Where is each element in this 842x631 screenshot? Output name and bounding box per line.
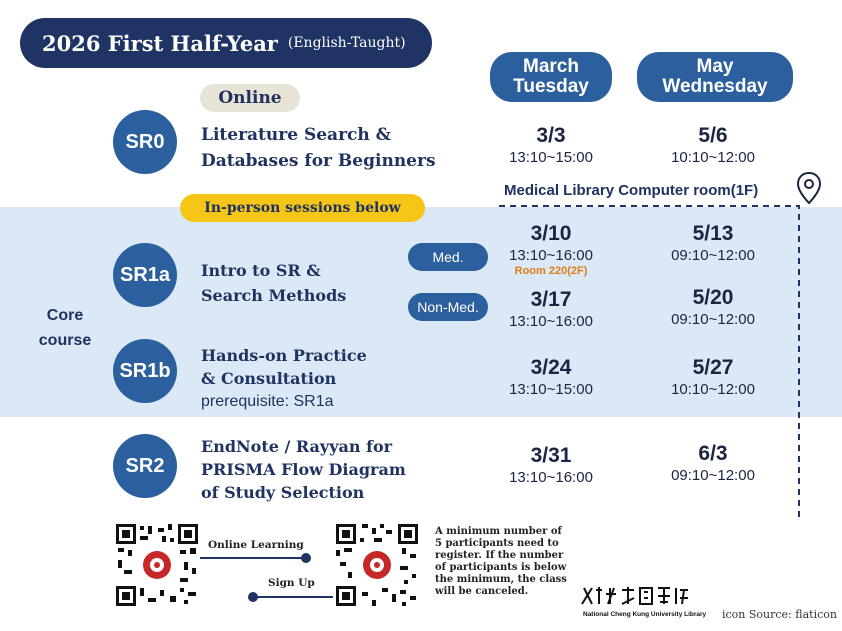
sign-up-label: Sign Up (268, 577, 315, 589)
sr0-title-line1: Literature Search & (201, 125, 391, 145)
med-tag: Med. (408, 243, 488, 271)
sr0-title-line2: Databases for Beginners (201, 151, 436, 171)
sr1a-title-line2: Search Methods (201, 286, 347, 305)
sr1b-code-circle: SR1b (113, 339, 177, 403)
icon-source-credit: icon Source: flaticon (722, 608, 837, 621)
sr2-title-line2: PRISMA Flow Diagram (201, 460, 406, 479)
sr1b-title (201, 344, 367, 413)
march-column-header (490, 52, 612, 102)
tuesday-label: Tuesday (513, 76, 589, 97)
sr1a-nonmed-march-time: 13:10~16:00 (509, 313, 593, 330)
sr0-march-time: 13:10~15:00 (509, 149, 593, 166)
in-person-badge: In-person sessions below (180, 194, 425, 222)
sr1a-code-circle: SR1a (113, 243, 177, 307)
sr1a-nonmed-march-date: 3/17 (530, 288, 572, 311)
sr1b-may-date: 5/27 (692, 356, 734, 379)
online-learning-qr-code[interactable] (114, 522, 200, 608)
sr0-may-time: 10:10~12:00 (671, 149, 755, 166)
online-badge: Online (200, 84, 300, 112)
sr1b-march-date: 3/24 (530, 356, 572, 379)
location-label: Medical Library Computer room(1F) (504, 182, 759, 199)
non-med-tag: Non-Med. (408, 293, 488, 321)
sr0-may-date: 5/6 (698, 124, 728, 147)
sr1a-med-may-date: 5/13 (692, 222, 734, 245)
sr1a-nonmed-may-date: 5/20 (692, 286, 734, 309)
may-label: May (696, 56, 734, 77)
library-logo (578, 584, 718, 614)
sr1b-may-time: 10:10~12:00 (671, 381, 755, 398)
sr1b-march-time: 13:10~15:00 (509, 381, 593, 398)
online-learning-connector (200, 552, 316, 564)
core-label-line1: Core (46, 307, 84, 324)
sr1a-med-march-time: 13:10~16:00 (509, 247, 593, 264)
sr2-march-time: 13:10~16:00 (509, 469, 593, 486)
sr0-march-date: 3/3 (536, 124, 566, 147)
may-column-header (637, 52, 793, 102)
sr1b-prerequisite: prerequisite: SR1a (201, 393, 334, 410)
sr0-code-circle: SR0 (113, 110, 177, 174)
sr1a-title (201, 258, 346, 308)
core-course-label (30, 303, 100, 353)
cancellation-notice: A minimum number of 5 participants need to register. If the number of participants is below the minimum, the class will be canceled. (435, 526, 567, 597)
sr1a-title-line1: Intro to SR & (201, 261, 321, 280)
sr1a-med-room: Room 220(2F) (514, 265, 588, 277)
sr2-title-line1: EndNote / Rayyan for (201, 437, 393, 456)
wednesday-label: Wednesday (662, 76, 768, 97)
title-banner (20, 18, 432, 68)
library-name: National Cheng Kung University Library (583, 611, 707, 618)
sr2-code-circle: SR2 (113, 434, 177, 498)
online-learning-label: Online Learning (208, 539, 304, 551)
page-title: 2026 First Half-Year (42, 30, 278, 56)
march-label: March (523, 56, 579, 77)
sr1a-nonmed-may-time: 09:10~12:00 (671, 311, 755, 328)
page-subtitle: (English-Taught) (287, 35, 406, 51)
sign-up-connector (243, 591, 333, 603)
sr1b-title-line2: & Consultation (201, 369, 337, 388)
sr1a-med-march-date: 3/10 (530, 222, 572, 245)
sr1a-med-may-time: 09:10~12:00 (671, 247, 755, 264)
core-label-line2: course (38, 332, 92, 349)
sr2-title (201, 435, 406, 504)
sr2-march-date: 3/31 (530, 444, 572, 467)
sr2-may-date: 6/3 (698, 442, 728, 465)
sr0-title (201, 122, 436, 174)
sr2-may-time: 09:10~12:00 (671, 467, 755, 484)
sr1b-title-line1: Hands-on Practice (201, 346, 367, 365)
sr2-title-line3: of Study Selection (201, 483, 365, 502)
sign-up-qr-code[interactable] (334, 522, 420, 608)
